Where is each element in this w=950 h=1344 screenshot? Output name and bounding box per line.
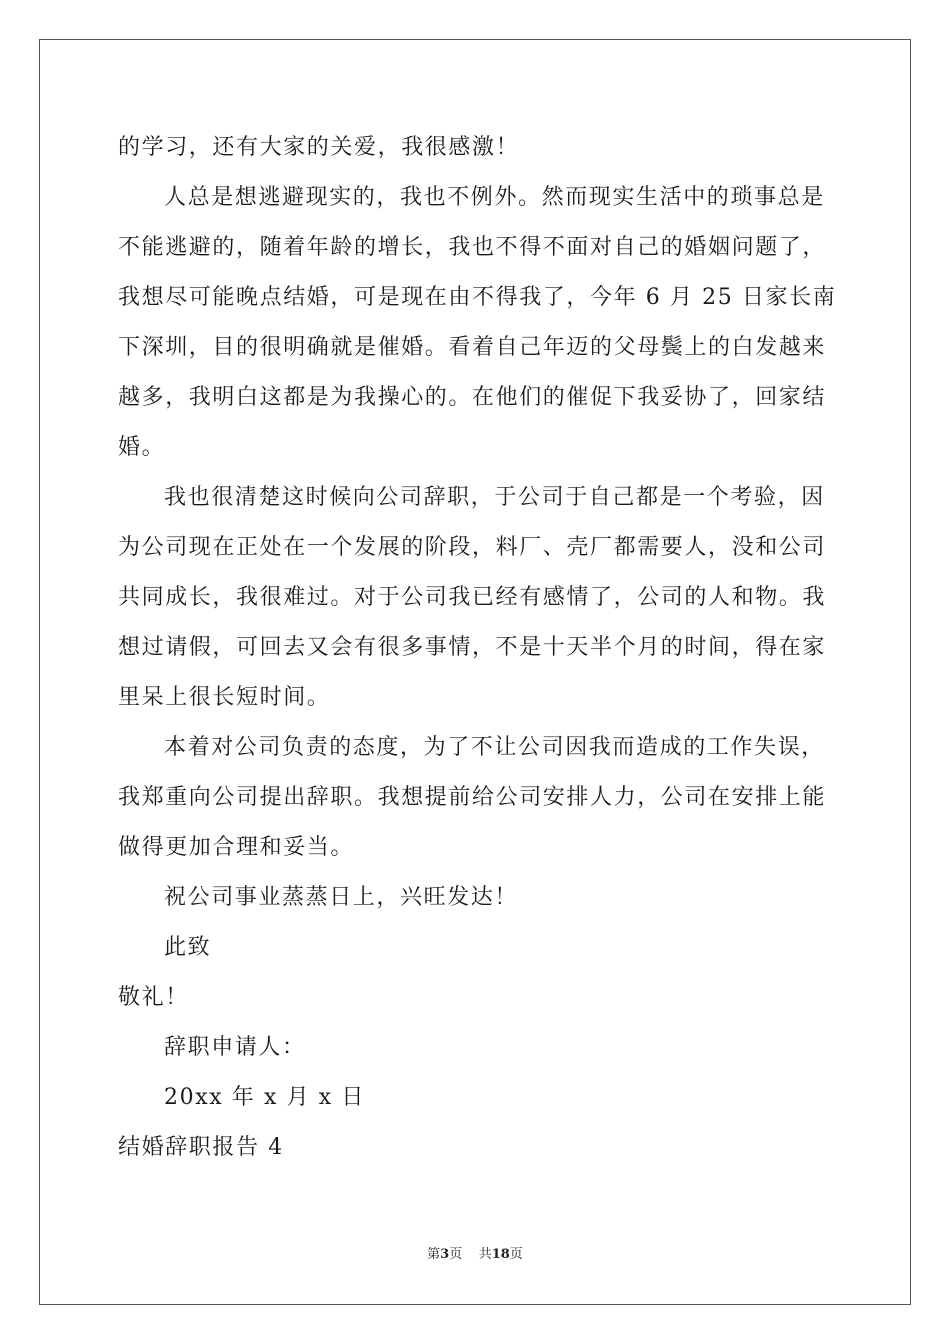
paragraph-4-line-1: 本着对公司负责的态度，为了不让公司因我而造成的工作失误， xyxy=(164,735,825,760)
footer-prefix: 第 xyxy=(427,1247,441,1262)
paragraph-2-line-5: 越多，我明白这都是为我操心的。在他们的催促下我妥协了，回家结 xyxy=(118,385,827,410)
footer-page-suffix: 页 xyxy=(449,1247,463,1262)
page-footer xyxy=(0,1246,950,1264)
paragraph-2-line-3: 我想尽可能晚点结婚，可是现在由不得我了，今年 6 月 25 日家长南 xyxy=(118,285,837,310)
paragraph-3-line-1: 我也很清楚这时候向公司辞职，于公司于自己都是一个考验，因 xyxy=(164,485,825,510)
date-line: 20xx 年 x 月 x 日 xyxy=(164,1085,365,1110)
footer-total-prefix: 共 xyxy=(478,1247,492,1262)
signature-label: 辞职申请人： xyxy=(164,1035,306,1060)
paragraph-3-line-2: 为公司现在正处在一个发展的阶段，料厂、壳厂都需要人，没和公司 xyxy=(118,535,827,560)
paragraph-4-line-2: 我郑重向公司提出辞职。我想提前给公司安排人力，公司在安排上能 xyxy=(118,785,827,810)
paragraph-3-line-3: 共同成长，我很难过。对于公司我已经有感情了，公司的人和物。我 xyxy=(118,585,827,610)
closing-respect: 敬礼！ xyxy=(118,985,189,1010)
paragraph-4-line-3: 做得更加合理和妥当。 xyxy=(118,835,355,860)
closing-salutation: 此致 xyxy=(164,935,212,960)
paragraph-2-line-6: 婚。 xyxy=(118,435,166,460)
next-section-heading: 结婚辞职报告 4 xyxy=(118,1135,284,1160)
paragraph-2-line-1: 人总是想逃避现实的，我也不例外。然而现实生活中的琐事总是 xyxy=(164,185,825,210)
footer-total-pages: 18 xyxy=(491,1247,510,1262)
paragraph-2-line-2: 不能逃避的，随着年龄的增长，我也不得不面对自己的婚姻问题了， xyxy=(118,235,827,260)
paragraph-3-line-5: 里呆上很长短时间。 xyxy=(118,685,331,710)
footer-page-number: 3 xyxy=(440,1247,450,1262)
paragraph-3-line-4: 想过请假，可回去又会有很多事情，不是十天半个月的时间，得在家 xyxy=(118,635,827,660)
paragraph-fragment: 的学习，还有大家的关爱，我很感激！ xyxy=(118,135,520,160)
page-border xyxy=(39,39,911,1305)
footer-total-suffix: 页 xyxy=(509,1247,523,1262)
paragraph-2-line-4: 下深圳，目的很明确就是催婚。看着自己年迈的父母鬓上的白发越来 xyxy=(118,335,827,360)
wish-line: 祝公司事业蒸蒸日上，兴旺发达！ xyxy=(164,885,519,910)
